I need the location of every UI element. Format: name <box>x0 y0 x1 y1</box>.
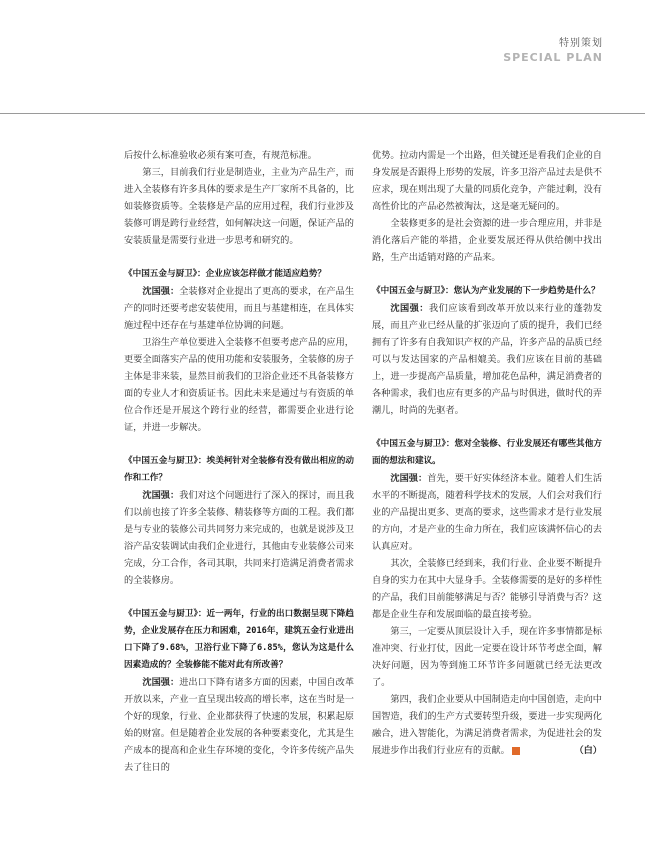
answer-text: 首先，要干好实体经济本业。随着人们生活水平的不断提高，随着科学技术的发展，人们会对我们行业的产品提出更多、更高的要求，这些需求才是行业发展的方向，才是产业的生命力所在，我们应该满怀信心的去认真应对。 <box>372 473 603 552</box>
speaker-name: 沈国强： <box>390 303 429 314</box>
interview-answer <box>124 674 354 776</box>
header-rule <box>0 113 645 114</box>
body-paragraph <box>372 691 602 759</box>
speaker-name: 沈国强： <box>390 473 428 484</box>
author-signature: （白） <box>574 745 602 756</box>
interview-answer <box>372 300 602 419</box>
paragraph-text: 第四，我们企业要从中国制造走向中国创造，走向中国智造，我们的生产方式要转型升级，要进一步实现两化融合，进入智能化，为满足消费者需求，为促进社会的发展进步作出我们行业应有的贡献。 <box>372 694 602 756</box>
paragraph-text: 优势。拉动内需是一个出路，但关键还是看我们企业的自身发展是否跟得上形势的发展，许多卫浴产品过去是供不应求，现在则出现了大量的同质化竞争，产能过剩，没有高性价比的产品必然被淘汰，这是毫无疑问的。 <box>372 150 602 212</box>
section-title-en: SPECIAL PLAN <box>503 51 603 64</box>
interview-question: 《中国五金与厨卫》：您对全装修、行业发展还有哪些其他方面的想法和建议。 <box>372 439 602 466</box>
end-mark-icon: 回 <box>512 747 520 755</box>
section-header <box>503 34 603 64</box>
answer-text: 我们对这个问题进行了深入的探讨，而且我们以前也接了许多全装修、精装修等方面的工程。我们都是与专业的装修公司共同努力来完成的，也就是说涉及卫浴产品安装调试由我们企业进行，其他由专业装修公司来完成，分工合作，各司其职，共同来打造满足消费者需求的全装修房。 <box>124 490 355 586</box>
speaker-name: 沈国强： <box>142 286 180 297</box>
paragraph-text: 全装修更多的是社会资源的进一步合理应用，并非是消化落后产能的举措，企业要发展还得从供给侧中找出路，生产出适销对路的产品来。 <box>372 218 602 263</box>
interview-question: 《中国五金与厨卫》：近一两年，行业的出口数据呈现下降趋势，企业发展存在压力和困难，2016年，建筑五金行业进出口下降了9.68%，卫浴行业下降了6.85%，您认为这是什么因素造成的？全装修能不能对此有所改善？ <box>124 609 354 670</box>
body-paragraph <box>372 147 602 215</box>
interview-answer <box>124 487 354 589</box>
interview-answer <box>372 470 602 555</box>
paragraph-text: 后按什么标准验收必须有案可查，有规范标准。 <box>124 150 317 161</box>
answer-text: 我们应该看到改革开放以来行业的蓬勃发展，而且产业已经从量的扩张迈向了质的提升，我们已经拥有了许多有自我知识产权的产品，许多产品的品质已经可以与发达国家的产品相媲美。我们应该在目前的基础上，进一步提高产品质量，增加花色品种，满足消费者的各种需求，我们也应有更多的产品与时俱进，做时代的弄潮儿，时尚的先驱者。 <box>372 303 603 416</box>
paragraph-text: 卫浴生产单位要进入全装修不但要考虑产品的应用，更要全面落实产品的使用功能和安装服务，全装修的房子主体是非来装，显然目前我们的卫浴企业还不具备装修方面的专业人才和资质证书。因此未来是通过与有资质的单位合作还是开展这个跨行业的经营，都需要企业进行论证，并进一步解决。 <box>124 337 354 433</box>
body-paragraph <box>124 147 354 164</box>
answer-text: 进出口下降有诸多方面的因素，中国自改革开放以来，产业一直呈现出较高的增长率，这在当时是一个好的现象，行业、企业都获得了快速的发展，积累起原始的财富。但是随着企业发展的各种要素变化，尤其是生产成本的提高和企业生存环境的变化，令许多传统产品失去了往日的 <box>124 677 355 773</box>
article-column-left <box>124 147 354 776</box>
paragraph-text: 第三，目前我们行业是制造业，主业为产品生产，而进入全装修有许多具体的要求是生产厂家所不具备的，比如装修资质等。全装修是产品的应用过程，我们行业涉及装修可谓是跨行业经营，如何解决这一问题，保证产品的安装质量是需要行业进一步思考和研究的。 <box>124 167 354 246</box>
speaker-name: 沈国强： <box>142 490 180 501</box>
body-paragraph <box>124 164 354 249</box>
paragraph-text: 第三，一定要从顶层设计入手，现在许多事情都是标准冲突、行业打仗，因此一定要在设计环节考虑全面，解决好问题，因为等到施工环节许多问题就已经无法更改了。 <box>372 626 602 688</box>
interview-question: 《中国五金与厨卫》：企业应该怎样做才能适应趋势？ <box>124 269 326 279</box>
answer-text: 全装修对企业提出了更高的要求，在产品生产的同时还要考虑安装使用，而且与基建相连，在具体实施过程中还存在与基建单位协调的问题。 <box>124 286 355 331</box>
body-paragraph <box>372 623 602 691</box>
paragraph-text: 其次，全装修已经到来，我们行业、企业要不断提升自身的实力在其中大显身手。全装修需要的是好的多样性的产品，我们目前能够满足与否？能够引导消费与否？这都是企业生存和发展面临的最直接考验。 <box>372 558 602 620</box>
article-column-right <box>372 147 602 759</box>
body-paragraph <box>372 215 602 266</box>
body-paragraph <box>372 555 602 623</box>
speaker-name: 沈国强： <box>142 677 180 688</box>
interview-answer <box>124 283 354 334</box>
body-paragraph <box>124 334 354 436</box>
section-title-cn: 特别策划 <box>559 38 603 49</box>
interview-question: 《中国五金与厨卫》：埃美柯针对全装修有没有做出相应的动作和工作？ <box>124 456 354 483</box>
interview-question: 《中国五金与厨卫》：您认为产业发展的下一步趋势是什么？ <box>372 286 600 296</box>
